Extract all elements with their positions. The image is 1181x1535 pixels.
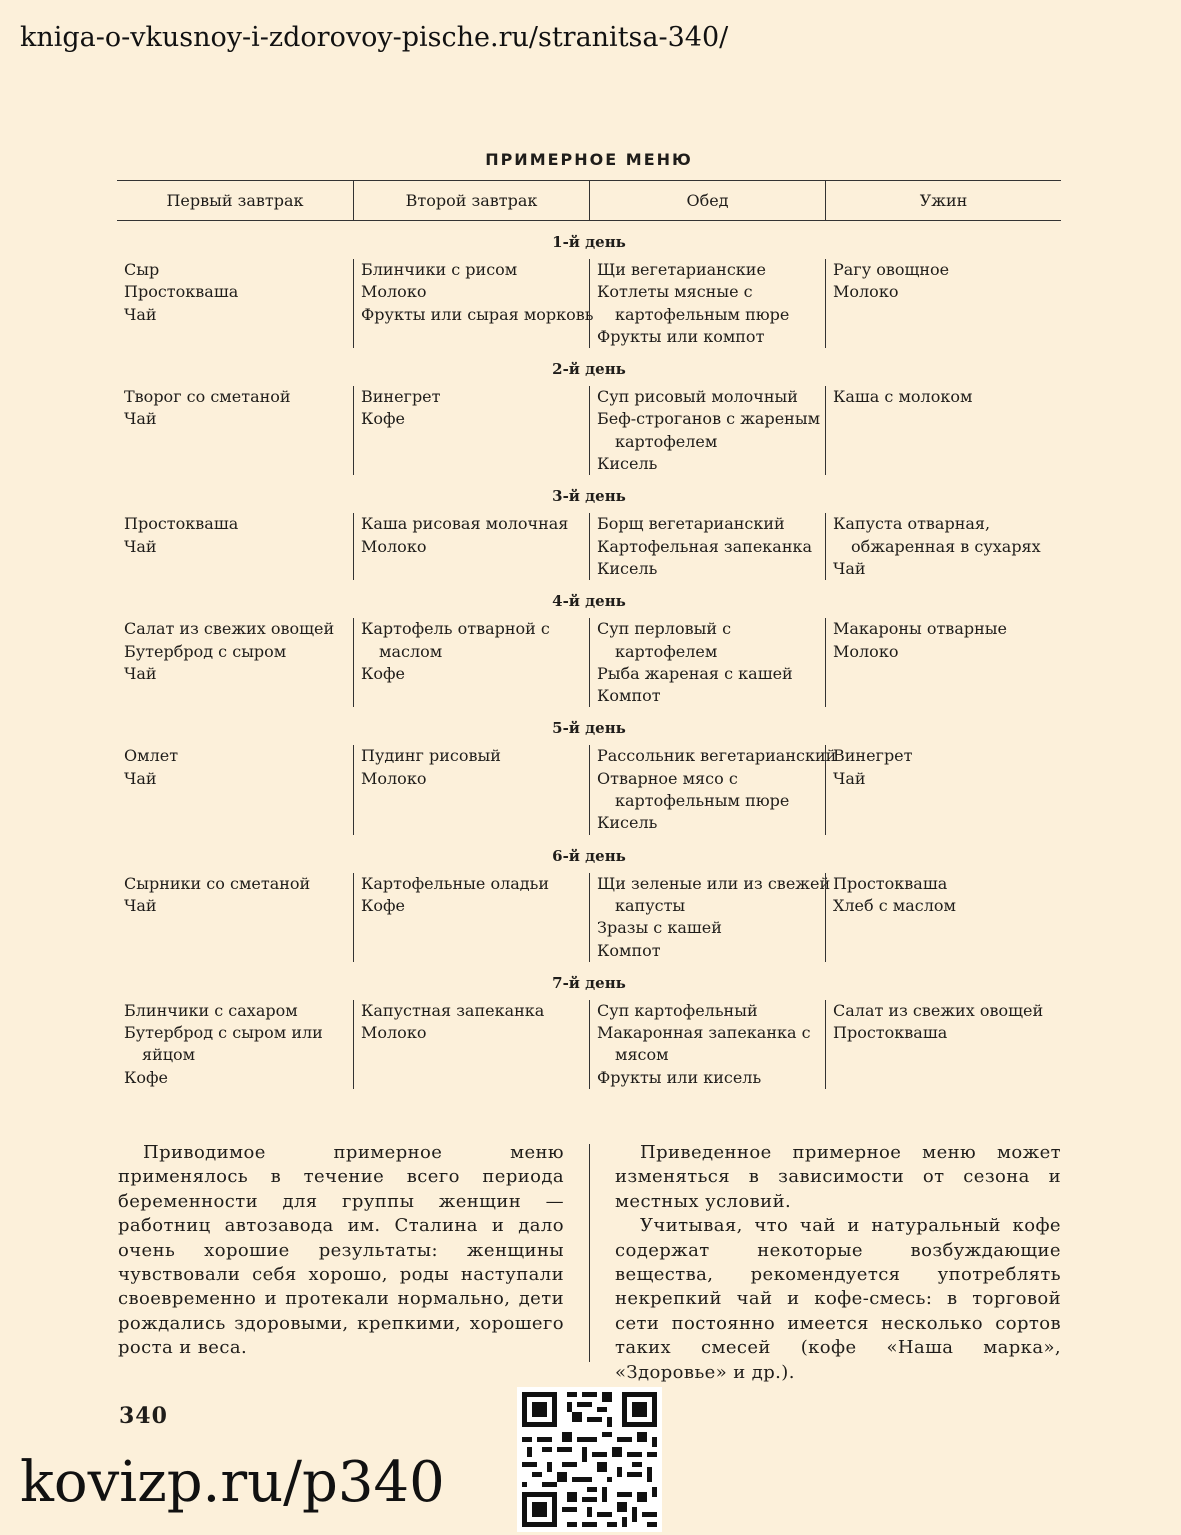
menu-item: Простокваша	[124, 282, 239, 302]
menu-cell	[117, 745, 353, 834]
menu-item: Щи зеленые или из свежей	[597, 873, 831, 893]
column-divider	[589, 1144, 590, 1362]
menu-cell	[825, 513, 1061, 580]
menu-item: Чай	[833, 558, 866, 578]
menu-cell	[353, 618, 589, 707]
header-first-breakfast: Первый завтрак	[166, 191, 304, 210]
menu-item: Рыба жареная с кашей	[597, 663, 793, 683]
menu-cell	[117, 513, 353, 580]
menu-item: Молоко	[361, 1023, 427, 1043]
menu-item: Чай	[833, 768, 866, 788]
text-column-left	[118, 1141, 564, 1361]
menu-cell	[117, 259, 353, 348]
menu-cell	[117, 618, 353, 707]
paragraph-left: Приводимое примерное меню применялось в течение всего периода беременности для группы женщин — работниц автозавода им. Сталина и дало очень хорошие результаты: женщины чувствовали себя хорошо, роды наступали своевременно и протекали нормально, дети рождались здоровыми, крепкими, хорошего роста и веса.	[118, 1142, 564, 1359]
menu-cell	[353, 745, 589, 834]
menu-item: Чай	[124, 409, 157, 429]
menu-cell	[825, 745, 1061, 834]
menu-item: Винегрет	[833, 746, 913, 766]
menu-item: картофельным пюре	[615, 304, 790, 324]
menu-cell	[589, 386, 825, 475]
menu-item: Молоко	[361, 768, 427, 788]
menu-item: Борщ вегетарианский	[597, 514, 785, 534]
menu-cell	[825, 618, 1061, 707]
menu-item: Рассольник вегетарианский	[597, 746, 837, 766]
menu-item: Фрукты или сырая морковь	[361, 304, 594, 324]
menu-item: Котлеты мясные с	[597, 282, 753, 302]
menu-cell	[353, 513, 589, 580]
day-row	[117, 386, 1061, 475]
menu-cell	[353, 386, 589, 475]
menu-item: Кисель	[597, 813, 658, 833]
menu-item: Простокваша	[833, 1023, 948, 1043]
menu-item: Кофе	[361, 663, 406, 683]
menu-item: Суп картофельный	[597, 1000, 758, 1020]
paragraph-right-2: Учитывая, что чай и натуральный кофе содержат некоторые возбуждающие вещества, рекомендуется употреблять некрепкий чай и кофе-смесь: в торговой сети постоянно имеется несколько сортов таких смесей (кофе «Наша марка», «Здоровье» и др.).	[615, 1215, 1061, 1383]
day-row	[117, 618, 1061, 707]
menu-item: Кофе	[124, 1067, 169, 1087]
menu-item: Зразы с кашей	[597, 918, 722, 938]
menu-item: Капустная запеканка	[361, 1000, 545, 1020]
day-title: 5-й день	[552, 719, 626, 738]
header-second-breakfast: Второй завтрак	[353, 181, 589, 220]
header-lunch: Обед	[589, 181, 825, 220]
menu-item: мясом	[615, 1045, 669, 1065]
menu-item: Суп перловый с	[597, 619, 732, 639]
menu-item: капусты	[615, 895, 686, 915]
menu-item: Чай	[124, 304, 157, 324]
menu-item: Щи вегетарианские	[597, 260, 766, 279]
menu-item: Компот	[597, 940, 661, 960]
menu-item: Рагу овощное	[833, 260, 950, 279]
menu-item: Каша рисовая молочная	[361, 514, 569, 534]
day-title: 7-й день	[552, 973, 626, 992]
day-title: 1-й день	[552, 233, 626, 251]
menu-item: Кисель	[597, 558, 658, 578]
menu-cell	[589, 513, 825, 580]
day-title: 2-й день	[552, 360, 626, 379]
menu-item: Простокваша	[833, 873, 948, 893]
menu-item: Чай	[124, 895, 157, 915]
menu-cell	[589, 873, 831, 962]
menu-item: картофельным пюре	[615, 791, 790, 811]
menu-cell	[825, 873, 1061, 962]
menu-item: Каша с молоком	[833, 387, 973, 407]
menu-item: Творог со сметаной	[124, 387, 291, 407]
menu-item: Молоко	[361, 282, 427, 302]
menu-item: картофелем	[615, 431, 718, 451]
menu-item: Фрукты или кисель	[597, 1067, 762, 1087]
menu-item: Суп рисовый молочный	[597, 387, 798, 407]
table-header	[117, 180, 1061, 221]
menu-item: Кофе	[361, 895, 406, 915]
menu-cell	[825, 259, 1061, 348]
menu-item: Блинчики с сахаром	[124, 1000, 298, 1020]
menu-item: Чай	[124, 663, 157, 683]
menu-cell	[589, 745, 837, 834]
menu-item: Чай	[124, 536, 157, 556]
menu-item: Салат из свежих овощей	[833, 1000, 1044, 1020]
menu-item: Картофельная запеканка	[597, 536, 813, 556]
menu-item: Кисель	[597, 454, 658, 474]
day-row	[117, 1000, 1061, 1089]
menu-item: яйцом	[142, 1045, 196, 1065]
menu-item: Чай	[124, 768, 157, 788]
menu-item: Блинчики с рисом	[361, 260, 518, 279]
menu-item: Беф-строганов с жареным	[597, 409, 821, 429]
page-number: 340	[119, 1403, 168, 1429]
menu-item: Картофельные оладьи	[361, 873, 550, 893]
menu-cell	[589, 1000, 825, 1089]
menu-item: картофелем	[615, 641, 718, 661]
day-row	[117, 513, 1061, 580]
menu-table	[117, 180, 1061, 1089]
menu-item: Сыр	[124, 260, 160, 279]
menu-cell	[117, 1000, 353, 1089]
menu-cell	[825, 386, 1061, 475]
menu-item: Хлеб с маслом	[833, 895, 956, 915]
menu-cell	[589, 259, 825, 348]
menu-item: Картофель отварной с	[361, 619, 550, 639]
menu-cell	[353, 873, 589, 962]
day-title: 6-й день	[552, 846, 626, 865]
menu-cell	[117, 873, 353, 962]
day-row	[117, 259, 1061, 348]
menu-cell	[353, 259, 594, 348]
day-title: 4-й день	[552, 592, 626, 611]
day-title: 3-й день	[552, 487, 626, 506]
menu-cell	[825, 1000, 1061, 1089]
menu-cell	[589, 618, 825, 707]
menu-item: Салат из свежих овощей	[124, 619, 335, 639]
menu-item: Капуста отварная,	[833, 514, 991, 534]
menu-item: Пудинг рисовый	[361, 746, 501, 766]
menu-item: Винегрет	[361, 387, 441, 407]
menu-item: обжаренная в сухарях	[851, 536, 1041, 556]
menu-item: Компот	[597, 686, 661, 706]
days-container	[117, 231, 1061, 1089]
menu-item: Молоко	[361, 536, 427, 556]
short-url[interactable]: kovizp.ru/p340	[20, 1450, 445, 1515]
menu-item: Макаронная запеканка с	[597, 1023, 811, 1043]
menu-item: Сырники со сметаной	[124, 873, 311, 893]
menu-cell	[353, 1000, 589, 1089]
menu-item: Бутерброд с сыром	[124, 641, 287, 661]
menu-title: ПРИМЕРНОЕ МЕНЮ	[485, 150, 693, 169]
menu-item: маслом	[379, 641, 443, 661]
header-dinner: Ужин	[825, 181, 1061, 220]
menu-cell	[117, 386, 353, 475]
menu-item: Кофе	[361, 409, 406, 429]
menu-item: Омлет	[124, 746, 179, 766]
menu-item: Макароны отварные	[833, 619, 1007, 639]
day-row	[117, 745, 1061, 834]
menu-item: Молоко	[833, 641, 899, 661]
menu-item: Фрукты или компот	[597, 326, 765, 346]
menu-item: Молоко	[833, 282, 899, 302]
source-url[interactable]: kniga-o-vkusnoy-i-zdorovoy-pische.ru/stranitsa-340/	[20, 22, 729, 53]
menu-item: Простокваша	[124, 514, 239, 534]
text-column-right	[615, 1141, 1061, 1385]
menu-item: Отварное мясо с	[597, 768, 738, 788]
menu-item: Бутерброд с сыром или	[124, 1023, 323, 1043]
day-row	[117, 873, 1061, 962]
qr-code	[517, 1387, 662, 1532]
paragraph-right-1: Приведенное примерное меню может изменяться в зависимости от сезона и местных условий.	[615, 1142, 1061, 1212]
